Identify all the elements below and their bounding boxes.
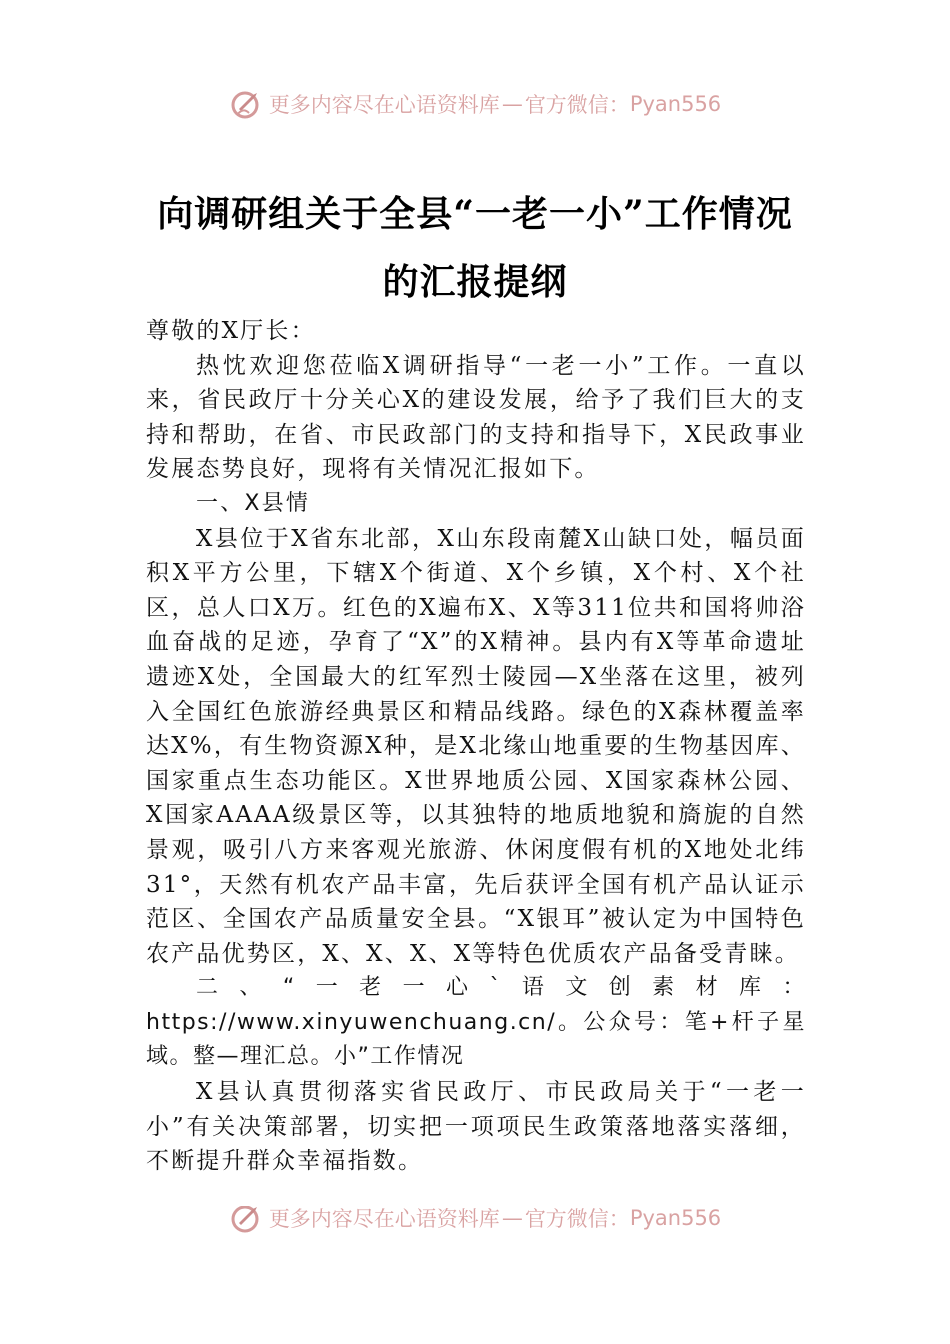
watermark-label: 官方微信： [524,93,630,117]
greeting: 尊敬的X厅长： [146,318,316,344]
watermark-label: 官方微信： [524,1207,630,1231]
watermark-id: Pyan556 [629,92,722,116]
document-title-line1: 向调研组关于全县“一老一小”工作情况 [157,193,793,235]
footer-watermark [0,1206,950,1238]
document-body [146,314,806,1179]
watermark-text: 更多内容尽在心语资料库 [268,93,500,117]
watermark-id: Pyan556 [629,1206,722,1230]
section2-heading: 二、“一老一心`语文创素材库：https://www.xinyuwenchuang.cn/。公众号：笔+杆子星域。整—理汇总。小”工作情况 [146,975,806,1070]
section1-heading: 一、X县情 [196,490,311,516]
section2-paragraph: X县认真贯彻落实省民政厅、市民政局关于“一老一小”有关决策部署，切实把一项项民生政策落地落实落细，不断提升群众幸福指数。 [146,1079,806,1175]
watermark-dash: — [501,1206,523,1230]
header-watermark [0,84,950,124]
watermark-dash: — [501,92,523,116]
section1-paragraph: X县位于X省东北部，X山东段南麓X山缺口处，幅员面积X平方公里，下辖X个街道、X个乡镇，X个村、X个社区，总人口X万。红色的X遍布X、X等311位共和国将帅浴血奋战的足迹，孕育了“X”的X精神。县内有X等革命遗址遗迹X处，全国最大的红军烈士陵园—X坐落在这里，被列入全国红色旅游经典景区和精品线路。绿色的X森林覆盖率达X%，有生物资源X种，是X北缘山地重要的生物基因库、国家重点生态功能区。X世界地质公园、X国家森林公园、X国家AAAA级景区等，以其独特的地质地貌和旖旎的自然景观，吸引八方来客观光旅游、休闲度假有机的X地处北纬31°，天然有机农产品丰富，先后获评全国有机产品认证示范区、全国农产品质量安全县。“X银耳”被认定为中国特色农产品优势区，X、X、X、X等特色优质农产品备受青睐。 [146,525,806,967]
pen-logo-icon [229,87,263,121]
intro-paragraph: 热忱欢迎您莅临X调研指导“一老一小”工作。一直以来，省民政厅十分关心X的建设发展，给予了我们巨大的支持和帮助，在省、市民政部门的支持和指导下，X民政事业发展态势良好，现将有关情况汇报如下。 [146,352,806,483]
watermark-text: 更多内容尽在心语资料库 [268,1207,500,1231]
pen-logo-icon [229,1206,263,1235]
document-title-line2: 的汇报提纲 [382,261,568,303]
